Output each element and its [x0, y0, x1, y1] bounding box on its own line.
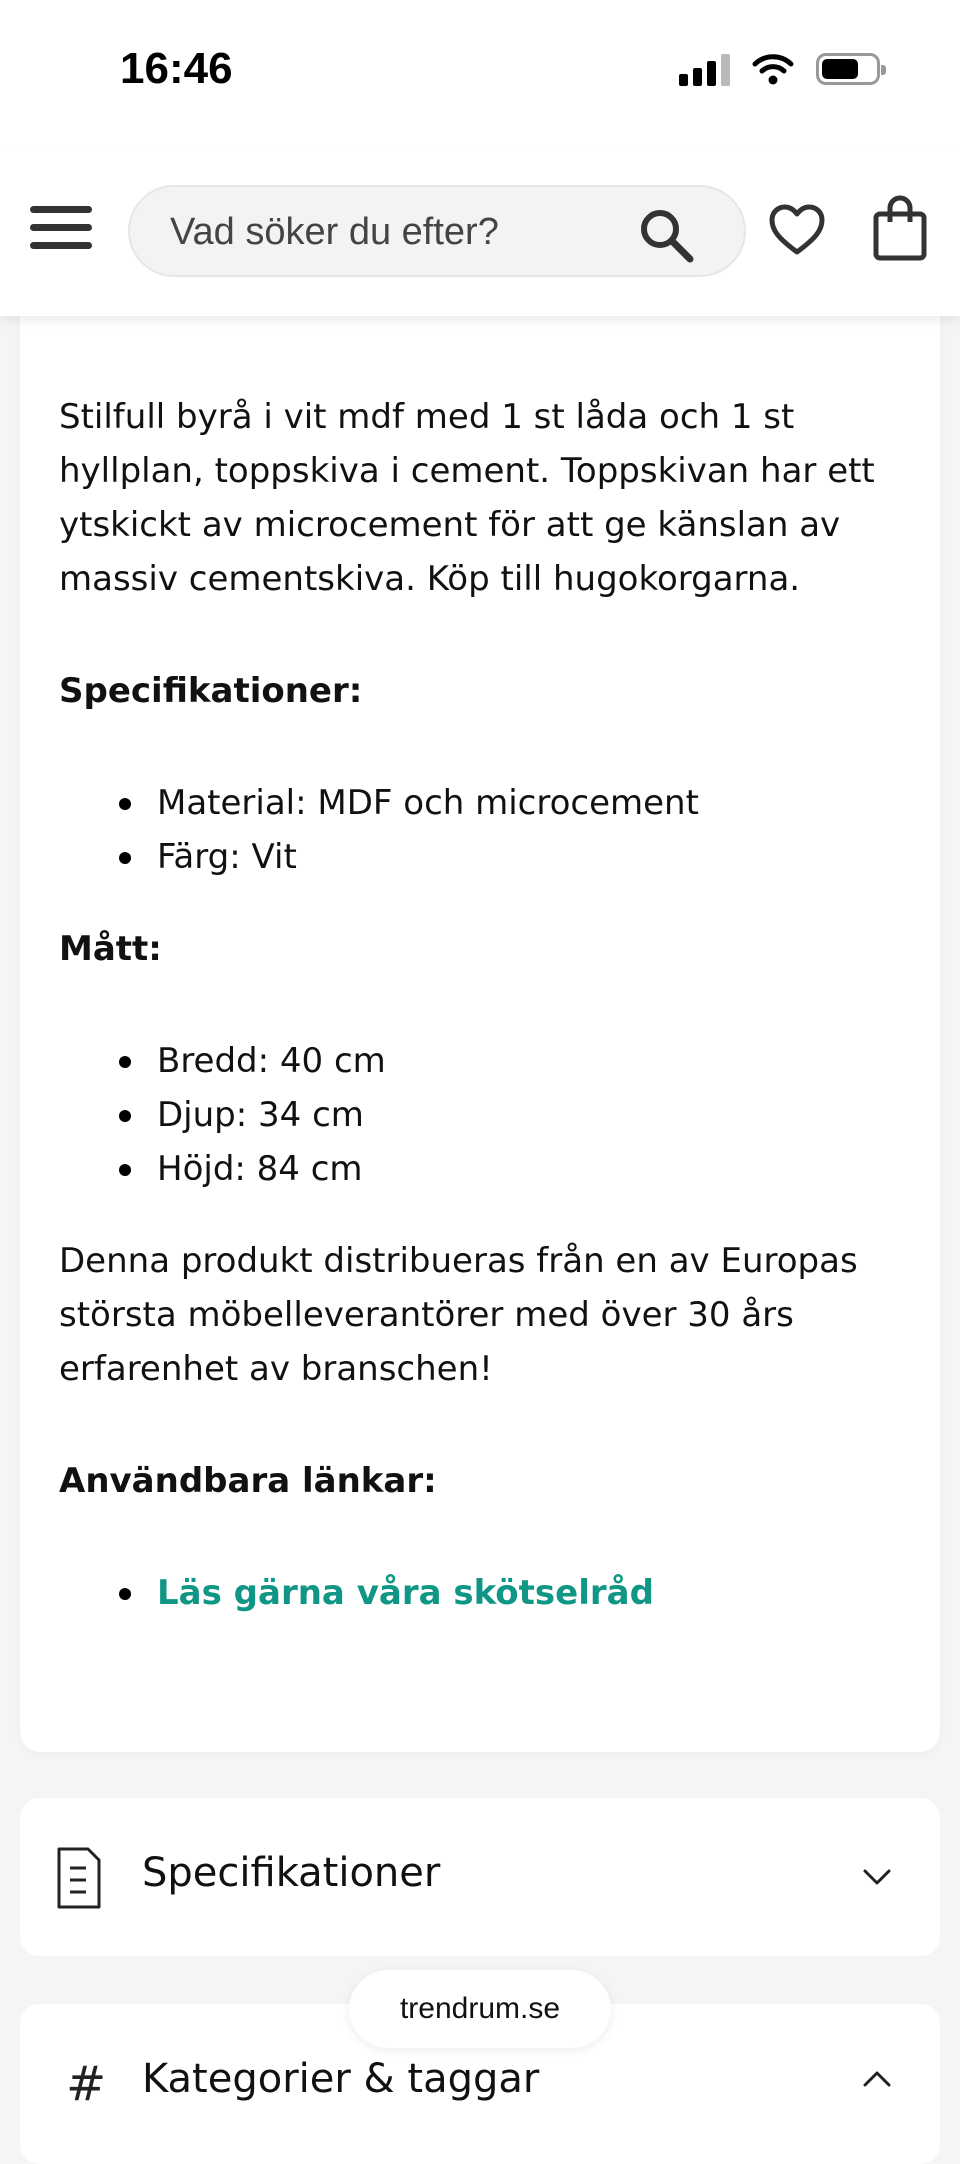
heart-icon[interactable] [768, 202, 826, 258]
status-time: 16:46 [120, 44, 233, 93]
list-item: Djup: 34 cm [119, 1088, 919, 1142]
battery-level [822, 59, 858, 79]
specifications-heading: Specifikationer: [59, 671, 363, 711]
search-icon[interactable] [636, 205, 696, 265]
status-icons [679, 52, 880, 86]
specifications-title: Specifikationer [142, 1850, 441, 1896]
distribution-text: Denna produkt distribueras från en av Europas största möbelleverantörer med över 30 års erfarenhet av branschen! [59, 1241, 858, 1389]
list-item: Material: MDF och microcement [119, 776, 919, 830]
menu-button[interactable] [30, 206, 92, 250]
product-description-card [20, 300, 940, 1752]
description-intro: Stilfull byrå i vit mdf med 1 st låda och 1 st hyllplan, toppskiva i cement. Toppskivan har ett ytskickt av microcement för att ge känslan av massiv cementskiva. Köp till hugokorgarna. [59, 397, 875, 599]
specifications-accordion[interactable] [20, 1798, 940, 1956]
cellular-signal-icon [679, 52, 730, 86]
measurements-heading: Mått: [59, 929, 162, 969]
search-bar[interactable] [128, 185, 746, 277]
list-item: Färg: Vit [119, 830, 919, 884]
site-header [0, 150, 960, 316]
browser-domain-pill[interactable]: trendrum.se [349, 1970, 611, 2048]
battery-icon [816, 53, 880, 85]
status-bar [0, 0, 960, 150]
chevron-up-icon [862, 2068, 892, 2090]
search-input[interactable] [170, 209, 610, 255]
categories-title: Kategorier & taggar [142, 2056, 540, 2102]
care-advice-link[interactable]: Läs gärna våra skötselråd [157, 1573, 654, 1613]
list-item [119, 1566, 919, 1620]
shopping-bag-icon[interactable] [872, 196, 928, 262]
useful-links-heading: Användbara länkar: [59, 1461, 437, 1501]
menu-icon [30, 206, 92, 213]
chevron-down-icon [862, 1866, 892, 1888]
wifi-icon [752, 53, 794, 85]
document-icon [56, 1846, 102, 1910]
list-item: Bredd: 40 cm [119, 1034, 919, 1088]
useful-links-list [59, 1566, 919, 1620]
hashtag-icon: # [66, 2056, 107, 2112]
list-item: Höjd: 84 cm [119, 1142, 919, 1196]
measurements-list [59, 1034, 919, 1196]
description-body [59, 390, 919, 1620]
specifications-list [59, 776, 919, 884]
